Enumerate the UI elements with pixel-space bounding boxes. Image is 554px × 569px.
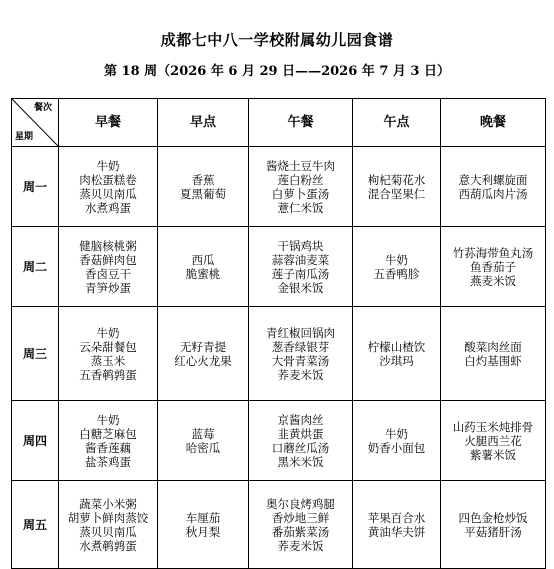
lunch-cell: [249, 401, 353, 481]
dish-item: 酸菜肉丝面: [464, 339, 522, 354]
col-header-lunch: 午餐: [249, 99, 353, 147]
dish-item: 酱香莲藕: [85, 440, 131, 455]
dish-item: 夏黑葡萄: [180, 186, 226, 201]
dish-item: 胡萝卜鲜肉蒸饺: [67, 510, 149, 525]
lunch-cell: [249, 307, 353, 401]
afternoon-snack-cell: [353, 401, 441, 481]
lunch-cell: [249, 227, 353, 307]
dish-item: 莲子南瓜汤: [271, 266, 330, 281]
afternoon-snack-cell: [353, 227, 441, 307]
dinner-cell: [441, 481, 546, 569]
dish-item: 白灼基围虾: [464, 353, 522, 368]
lunch-cell: [249, 147, 353, 227]
week-subtitle: 第 18 周（2026 年 6 月 29 日——2026 年 7 月 3 日）: [104, 64, 450, 79]
morning-snack-cell: [158, 307, 249, 401]
dish-item: 混合坚果仁: [367, 186, 426, 201]
dish-item: 四色金枪炒饭: [458, 510, 528, 525]
dish-item: 酱烧土豆牛肉: [266, 158, 335, 173]
dish-item: 平菇猪肝汤: [464, 524, 522, 539]
dish-item: 竹荪海带鱼丸汤: [452, 245, 534, 260]
col-header-dinner: 晚餐: [441, 99, 546, 147]
dish-item: 蔬菜小米粥: [79, 496, 137, 511]
dish-item: 无籽青提: [180, 339, 226, 354]
dish-item: 韭黄烘蛋: [277, 426, 324, 441]
morning-snack-cell: [158, 227, 249, 307]
dish-item: 五香鸭胗: [373, 266, 420, 281]
col-header-afternoon-snack: 午点: [353, 99, 441, 147]
dish-item: 蒜蓉油麦菜: [271, 252, 330, 267]
dinner-cell: [441, 227, 546, 307]
dish-item: 鱼香茄子: [470, 259, 516, 274]
menu-row: [12, 307, 546, 401]
dish-item: 香蕉: [191, 172, 215, 187]
dish-item: 西瓜: [191, 252, 215, 267]
breakfast-cell: [59, 227, 158, 307]
dish-item: 牛奶: [385, 252, 408, 267]
morning-snack-cell: [158, 147, 249, 227]
lunch-cell: [249, 481, 353, 569]
breakfast-cell: [59, 147, 158, 227]
dish-item: 柠檬山楂饮: [367, 339, 426, 354]
dinner-cell: [441, 147, 546, 227]
dish-item: 脆蜜桃: [185, 266, 221, 281]
dish-item: 白萝卜蛋汤: [271, 186, 330, 201]
dish-item: 青笋炒蛋: [85, 280, 131, 295]
dish-item: 青红椒回锅肉: [266, 325, 335, 340]
dish-item: 肉松蛋糕卷: [79, 172, 137, 187]
dish-item: 黄油华夫饼: [367, 524, 426, 539]
dish-item: 奶香小面包: [367, 440, 426, 455]
col-header-breakfast: 早餐: [59, 99, 158, 147]
day-label: 周二: [12, 227, 59, 307]
dish-item: 牛奶: [385, 426, 408, 441]
menu-row: [12, 147, 546, 227]
morning-snack-cell: [158, 481, 249, 569]
dish-item: 荞麦米饭: [277, 367, 324, 382]
dish-item: 秋月梨: [185, 524, 221, 539]
dish-item: 蒸贝贝南瓜: [79, 186, 137, 201]
dish-item: 五香鹌鹑蛋: [79, 367, 137, 382]
dish-item: 黑米米饭: [277, 454, 324, 469]
afternoon-snack-cell: [353, 307, 441, 401]
dish-item: 奥尔良烤鸡腿: [266, 496, 335, 511]
dish-item: 西葫瓜肉片汤: [458, 186, 528, 201]
dish-item: 哈密瓜: [185, 440, 221, 455]
dish-item: 香卤豆干: [85, 266, 131, 281]
dish-item: 干锅鸡块: [277, 238, 324, 253]
menu-table: [11, 98, 546, 569]
dish-item: 牛奶: [96, 325, 120, 340]
dish-item: 沙琪玛: [379, 353, 414, 368]
menu-row: [12, 481, 546, 569]
menu-row: [12, 401, 546, 481]
page-title: 成都七中八一学校附属幼儿园食谱: [160, 31, 394, 49]
dish-item: 葱香绿银芽: [271, 339, 330, 354]
dish-item: 莲白粉丝: [277, 172, 324, 187]
corner-header-cell: [12, 99, 59, 147]
dish-item: 蒸玉米: [90, 353, 126, 368]
dish-item: 牛奶: [96, 158, 120, 173]
dish-item: 荞麦米饭: [277, 538, 324, 553]
breakfast-cell: [59, 401, 158, 481]
dish-item: 白糖芝麻包: [79, 426, 137, 441]
afternoon-snack-cell: [353, 147, 441, 227]
dish-item: 蓝莓: [191, 426, 215, 441]
dish-item: 红心火龙果: [174, 353, 232, 368]
dish-item: 云朵甜餐包: [79, 339, 137, 354]
corner-meal-label: 餐次: [33, 103, 52, 113]
afternoon-snack-cell: [353, 481, 441, 569]
morning-snack-cell: [158, 401, 249, 481]
col-header-morning-snack: 早点: [158, 99, 249, 147]
dish-item: 香炒地三鲜: [271, 510, 330, 525]
dish-item: 车厘茄: [185, 510, 221, 525]
dish-item: 香菇鲜肉包: [79, 252, 137, 267]
dish-item: 山药玉米炖排骨: [452, 419, 534, 434]
corner-day-label: 星期: [15, 132, 34, 142]
dish-item: 枸杞菊花水: [367, 172, 426, 187]
dish-item: 薏仁米饭: [277, 200, 324, 215]
day-label: 周五: [12, 481, 59, 569]
dish-item: 盐茶鸡蛋: [85, 454, 131, 469]
day-label: 周三: [12, 307, 59, 401]
dish-item: 口蘑丝瓜汤: [271, 440, 330, 455]
breakfast-cell: [59, 481, 158, 569]
header-row: [12, 99, 546, 147]
dish-item: 蒸贝贝南瓜: [79, 524, 137, 539]
dish-item: 紫薯米饭: [470, 447, 516, 462]
dish-item: 苹果百合水: [367, 510, 426, 525]
dish-item: 健脑核桃粥: [79, 238, 137, 253]
dish-item: 意大利螺旋面: [458, 172, 528, 187]
day-label: 周一: [12, 147, 59, 227]
dish-item: 水煮鹌鹑蛋: [79, 538, 137, 553]
dinner-cell: [441, 401, 546, 481]
dish-item: 京酱肉丝: [277, 412, 324, 427]
dish-item: 金银米饭: [277, 280, 324, 295]
breakfast-cell: [59, 307, 158, 401]
menu-row: [12, 227, 546, 307]
dish-item: 大骨青菜汤: [271, 353, 330, 368]
day-label: 周四: [12, 401, 59, 481]
dish-item: 牛奶: [96, 412, 120, 427]
dish-item: 水煮鸡蛋: [85, 200, 131, 215]
dish-item: 番茄紫菜汤: [271, 524, 330, 539]
dish-item: 火腿西兰花: [464, 433, 522, 448]
dinner-cell: [441, 307, 546, 401]
dish-item: 燕麦米饭: [470, 273, 516, 288]
